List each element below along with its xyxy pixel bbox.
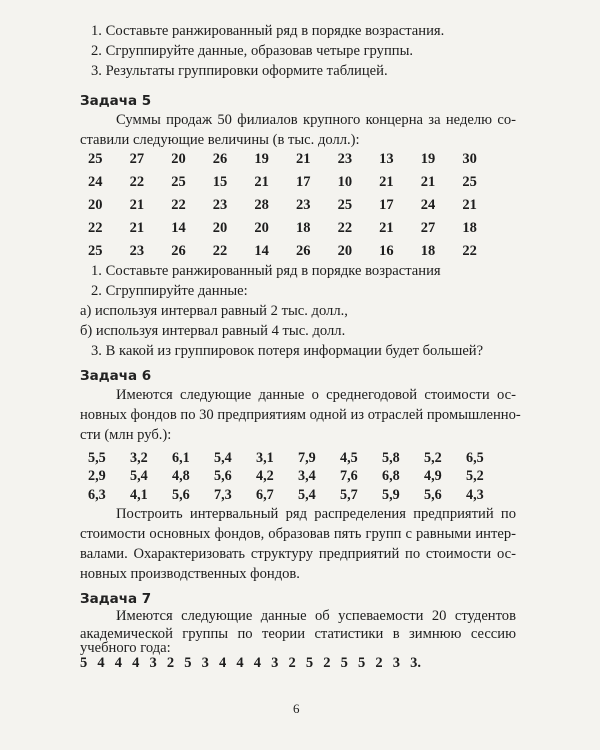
data-cell: 4,9 bbox=[424, 468, 442, 485]
task5-list-item-3: 3. В какой из группировок потеря информации будет большей? bbox=[91, 343, 484, 359]
data-cell: 22 bbox=[212, 243, 228, 259]
data-cell: 23 bbox=[337, 151, 353, 167]
data-cell: 22 bbox=[88, 220, 103, 236]
data-cell: 17 bbox=[379, 197, 394, 213]
task5-list-item-a: а) используя интервал равный 2 тыс. долл., bbox=[80, 303, 348, 319]
data-cell: 5,5 bbox=[88, 449, 106, 466]
data-cell: 5,7 bbox=[340, 486, 358, 503]
data-cell: 21 bbox=[379, 220, 394, 236]
data-cell: 26 bbox=[171, 243, 186, 259]
data-cell: 26 bbox=[212, 151, 228, 167]
data-cell: 21 bbox=[379, 174, 394, 190]
task5-data-row bbox=[88, 194, 504, 217]
data-cell: 23 bbox=[129, 243, 145, 259]
intro-item-1: 1. Составьте ранжированный ряд в порядке возрастания. bbox=[91, 23, 445, 39]
data-cell: 24 bbox=[420, 197, 436, 213]
data-cell: 6,5 bbox=[466, 449, 484, 466]
data-cell: 20 bbox=[212, 220, 228, 236]
data-cell: 25 bbox=[462, 174, 477, 190]
data-cell: 23 bbox=[212, 197, 228, 213]
task6-after-line-2: стоимости основных фондов, образовав пять групп с равными интер- bbox=[80, 526, 516, 542]
data-cell: 5,4 bbox=[214, 449, 232, 466]
data-cell: 7,3 bbox=[214, 486, 232, 503]
data-cell: 25 bbox=[88, 243, 103, 259]
task7-text-line-1: Имеются следующие данные об успеваемости 20 студентов bbox=[116, 608, 516, 624]
task6-data-row bbox=[88, 449, 508, 468]
data-cell: 14 bbox=[171, 220, 186, 236]
task6-data-row bbox=[88, 486, 508, 505]
data-cell: 21 bbox=[129, 197, 145, 213]
task6-data-row bbox=[88, 468, 508, 487]
data-cell: 5,6 bbox=[214, 468, 232, 485]
task7-heading: Задача 7 bbox=[80, 591, 152, 607]
data-cell: 16 bbox=[379, 243, 394, 259]
data-cell: 25 bbox=[337, 197, 353, 213]
page-number: 6 bbox=[293, 701, 300, 716]
task6-text-line-3: сти (млн руб.): bbox=[80, 427, 172, 443]
data-cell: 5,2 bbox=[466, 468, 484, 485]
data-cell: 19 bbox=[420, 151, 436, 167]
data-cell: 4,8 bbox=[172, 468, 190, 485]
data-cell: 24 bbox=[88, 174, 103, 190]
data-cell: 3,1 bbox=[256, 449, 274, 466]
task5-data-row bbox=[88, 148, 504, 171]
task7-grades: 5 4 4 4 3 2 5 3 4 4 4 3 2 5 2 5 5 2 3 3. bbox=[80, 655, 421, 671]
data-cell: 6,8 bbox=[382, 468, 400, 485]
task7-text-line-2: академической группы по теории статистики в зимнюю сессию bbox=[80, 626, 516, 642]
intro-item-3: 3. Результаты группировки оформите таблицей. bbox=[91, 63, 388, 79]
data-cell: 21 bbox=[462, 197, 477, 213]
data-cell: 5,6 bbox=[172, 486, 190, 503]
task6-after-line-3: валами. Охарактеризовать структуру предприятий по стоимости ос- bbox=[80, 546, 516, 562]
data-cell: 22 bbox=[462, 243, 477, 259]
data-cell: 4,5 bbox=[340, 449, 358, 466]
data-cell: 7,6 bbox=[340, 468, 358, 485]
task5-heading: Задача 5 bbox=[80, 93, 152, 109]
data-cell: 21 bbox=[129, 220, 145, 236]
data-cell: 20 bbox=[171, 151, 186, 167]
data-cell: 6,3 bbox=[88, 486, 106, 503]
data-cell: 13 bbox=[379, 151, 394, 167]
data-cell: 14 bbox=[254, 243, 269, 259]
data-cell: 27 bbox=[420, 220, 436, 236]
data-cell: 5,6 bbox=[424, 486, 442, 503]
data-cell: 5,2 bbox=[424, 449, 442, 466]
data-cell: 18 bbox=[420, 243, 436, 259]
data-cell: 27 bbox=[129, 151, 145, 167]
data-cell: 6,1 bbox=[172, 449, 190, 466]
task5-list-item-1: 1. Составьте ранжированный ряд в порядке возрастания bbox=[91, 263, 441, 279]
data-cell: 25 bbox=[171, 174, 186, 190]
data-cell: 15 bbox=[212, 174, 228, 190]
task5-text-line-1: Суммы продаж 50 филиалов крупного концерна за неделю со- bbox=[116, 112, 516, 128]
task5-text-line-2: ставили следующие величины (в тыс. долл.): bbox=[80, 132, 360, 148]
data-cell: 18 bbox=[462, 220, 477, 236]
data-cell: 18 bbox=[295, 220, 311, 236]
data-cell: 6,7 bbox=[256, 486, 274, 503]
data-cell: 22 bbox=[129, 174, 145, 190]
task6-data-table bbox=[88, 449, 508, 505]
data-cell: 28 bbox=[254, 197, 269, 213]
task6-after-line-1: Построить интервальный ряд распределения предприятий по bbox=[116, 506, 516, 522]
data-cell: 4,2 bbox=[256, 468, 274, 485]
data-cell: 26 bbox=[295, 243, 311, 259]
data-cell: 4,1 bbox=[130, 486, 148, 503]
data-cell: 2,9 bbox=[88, 468, 106, 485]
task5-data-table bbox=[88, 148, 504, 263]
task7-text-line-3: учебного года: bbox=[80, 640, 171, 656]
data-cell: 5,4 bbox=[130, 468, 148, 485]
data-cell: 5,9 bbox=[382, 486, 400, 503]
task6-heading: Задача 6 bbox=[80, 368, 152, 384]
task6-after-line-4: новных производственных фондов. bbox=[80, 566, 300, 582]
data-cell: 19 bbox=[254, 151, 269, 167]
data-cell: 21 bbox=[254, 174, 269, 190]
data-cell: 30 bbox=[462, 151, 477, 167]
data-cell: 20 bbox=[88, 197, 103, 213]
task6-text-line-2: новных фондов по 30 предприятиям одной из отраслей промышленно- bbox=[80, 407, 521, 423]
data-cell: 21 bbox=[420, 174, 436, 190]
data-cell: 22 bbox=[171, 197, 186, 213]
data-cell: 5,8 bbox=[382, 449, 400, 466]
data-cell: 10 bbox=[337, 174, 353, 190]
task5-list-item-2: 2. Сгруппируйте данные: bbox=[91, 283, 248, 299]
data-cell: 23 bbox=[295, 197, 311, 213]
data-cell: 21 bbox=[295, 151, 311, 167]
task5-data-row bbox=[88, 217, 504, 240]
data-cell: 25 bbox=[88, 151, 103, 167]
data-cell: 20 bbox=[337, 243, 353, 259]
data-cell: 3,4 bbox=[298, 468, 316, 485]
task6-text-line-1: Имеются следующие данные о среднегодовой стоимости ос- bbox=[116, 387, 516, 403]
data-cell: 20 bbox=[254, 220, 269, 236]
data-cell: 17 bbox=[295, 174, 311, 190]
data-cell: 3,2 bbox=[130, 449, 148, 466]
task5-data-row bbox=[88, 171, 504, 194]
data-cell: 22 bbox=[337, 220, 353, 236]
data-cell: 5,4 bbox=[298, 486, 316, 503]
data-cell: 4,3 bbox=[466, 486, 484, 503]
intro-item-2: 2. Сгруппируйте данные, образовав четыре группы. bbox=[91, 43, 414, 59]
data-cell: 7,9 bbox=[298, 449, 316, 466]
task5-list-item-b: б) используя интервал равный 4 тыс. долл. bbox=[80, 323, 346, 339]
task5-data-row bbox=[88, 240, 504, 263]
